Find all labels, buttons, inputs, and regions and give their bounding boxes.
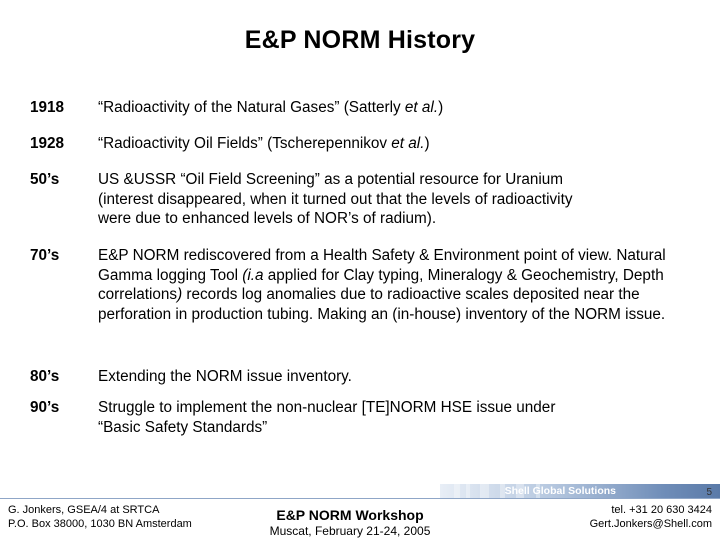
workshop-location: Muscat, February 21-24, 2005 bbox=[269, 524, 431, 538]
timeline-description: E&P NORM rediscovered from a Health Safety & Environment point of view. Natural Gamma logging Tool (i.a applied for Clay typing, Mineralogy & Geochemistry, Depth correlations) records log anomalies due to radioactive scales deposited near the perforation in production tubing. Making an (in-house) inventory of the NORM issue. bbox=[98, 247, 666, 323]
timeline-year: 50’s bbox=[30, 171, 60, 188]
timeline-year: 80’s bbox=[30, 368, 60, 385]
footer-event bbox=[250, 507, 450, 539]
timeline-description: Struggle to implement the non-nuclear [TE]NORM HSE issue under “Basic Safety Standards” bbox=[98, 399, 556, 436]
timeline-year: 90’s bbox=[30, 399, 60, 416]
author-line: G. Jonkers, GSEA/4 at SRTCA bbox=[8, 504, 160, 516]
timeline-description: “Radioactivity of the Natural Gases” (Satterly et al.) bbox=[98, 99, 444, 116]
slide-title: E&P NORM History bbox=[244, 26, 476, 54]
timeline-year: 1928 bbox=[30, 135, 65, 152]
timeline-year: 70’s bbox=[30, 247, 60, 264]
timeline-year: 1918 bbox=[30, 99, 65, 116]
timeline-description: Extending the NORM issue inventory. bbox=[98, 368, 352, 385]
shell-banner bbox=[440, 484, 720, 498]
timeline-description: “Radioactivity Oil Fields” (Tscherepennikov et al.) bbox=[98, 135, 430, 152]
workshop-name: E&P NORM Workshop bbox=[276, 507, 424, 523]
timeline-description: US &USSR “Oil Field Screening” as a potential resource for Uranium (interest disappeared, when it turned out that the levels of radioactivity were due to enhanced levels of NOR’s of radium). bbox=[98, 171, 573, 227]
footer-contact bbox=[590, 503, 712, 531]
address-line: P.O. Box 38000, 1030 BN Amsterdam bbox=[8, 518, 192, 530]
contact-phone: tel. +31 20 630 3424 bbox=[611, 504, 712, 516]
contact-email: Gert.Jonkers@Shell.com bbox=[589, 518, 712, 530]
banner-label: Shell Global Solutions bbox=[504, 485, 616, 497]
footer-author bbox=[8, 503, 192, 531]
page-number: 5 bbox=[706, 487, 712, 498]
footer-divider bbox=[0, 498, 720, 499]
